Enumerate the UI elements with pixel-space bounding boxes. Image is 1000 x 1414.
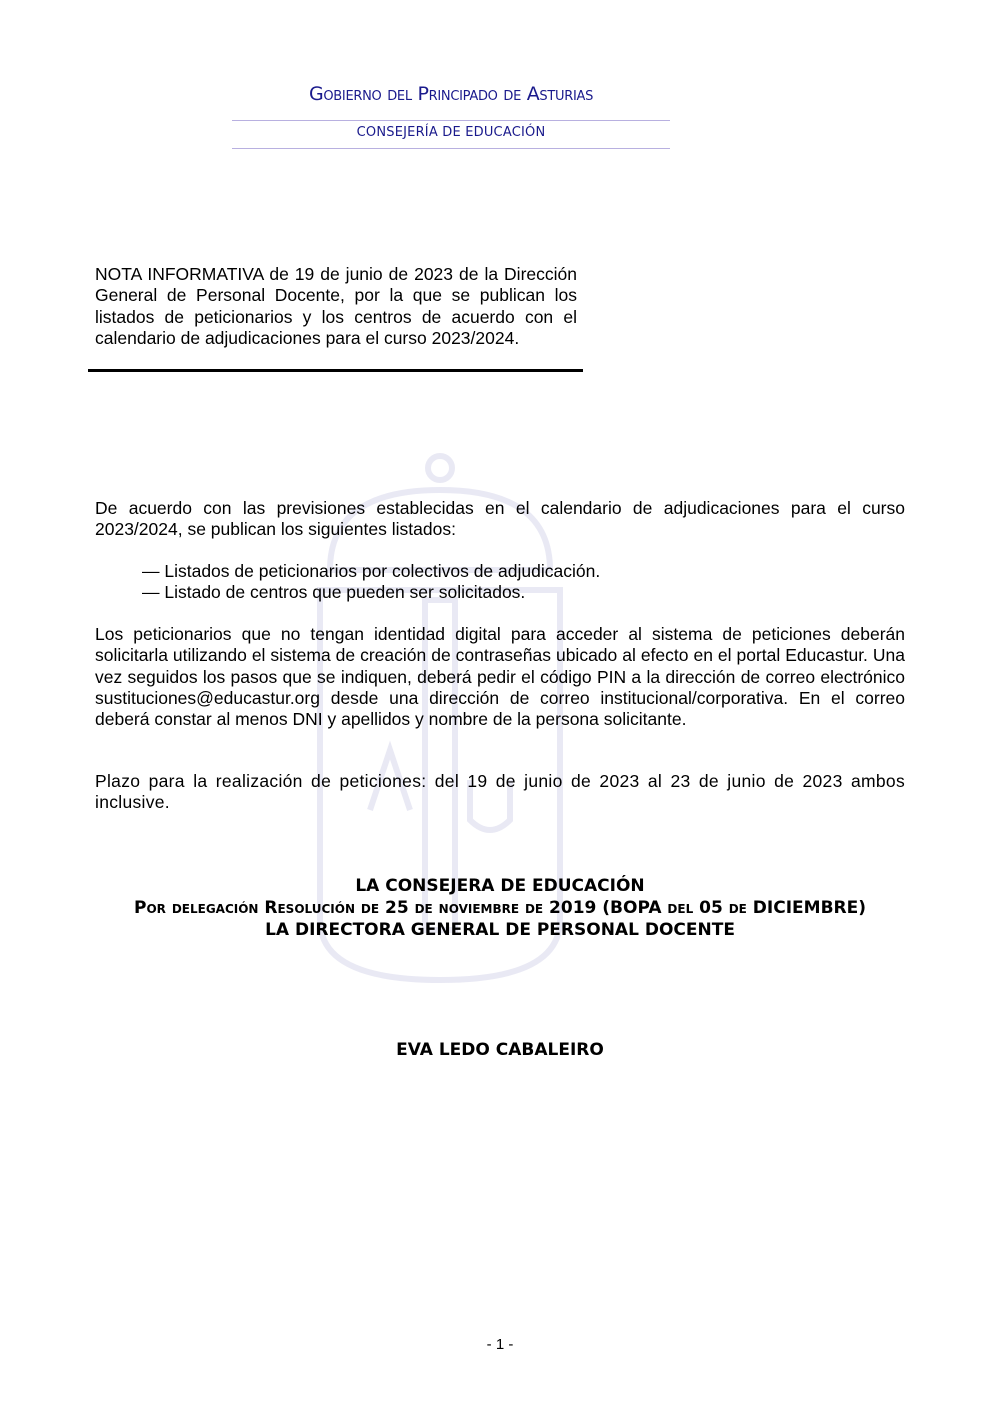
signature-line-3: LA DIRECTORA GENERAL DE PERSONAL DOCENTE [265,920,735,940]
identity-paragraph: Los peticionarios que no tengan identidad digital para acceder al sistema de peticiones deberán solicitarla utilizando el sistema de creación de contraseñas ubicado al efecto en el portal Educastur. Una vez seguidos los pasos que se indiquen, deberá pedir el código PIN a la dirección de correo electrónico sustituciones@educastur.org desde una dirección de correo institucional/corporativa. En el correo deberá constar al menos DNI y apellidos y nombre de la persona solicitante. [95,624,905,730]
header-divider [232,120,670,121]
header-subtitle: CONSEJERÍA DE EDUCACIÓN [356,125,546,140]
header-title: Gobierno del Principado de Asturias [308,83,594,105]
list-item: — Listado de centros que pueden ser solicitados. [142,582,526,602]
signatory-name: EVA LEDO CABALEIRO [396,1040,604,1060]
signature-line-2: Por delegación Resolución de 25 de noviembre de 2019 (BOPA del 05 de DICIEMBRE) [134,898,866,918]
nota-informativa-title: NOTA INFORMATIVA de 19 de junio de 2023 de la Dirección General de Personal Docente, por la que se publican los listados de peticionarios y los centros de acuerdo con el calendario de adjudicaciones para el curso 2023/2024. [95,264,577,348]
signature-line-1: LA CONSEJERA DE EDUCACIÓN [355,876,645,896]
plazo-paragraph: Plazo para la realización de peticiones: del 19 de junio de 2023 al 23 de junio de 2023 ambos inclusive. [95,771,905,813]
header-divider [232,148,670,149]
intro-paragraph: De acuerdo con las previsiones establecidas en el calendario de adjudicaciones para el curso 2023/2024, se publican los siguientes listados: [95,498,905,540]
title-underline [88,369,583,372]
list-item: — Listados de peticionarios por colectivos de adjudicación. [142,561,601,581]
page-number: - 1 - [486,1336,514,1353]
